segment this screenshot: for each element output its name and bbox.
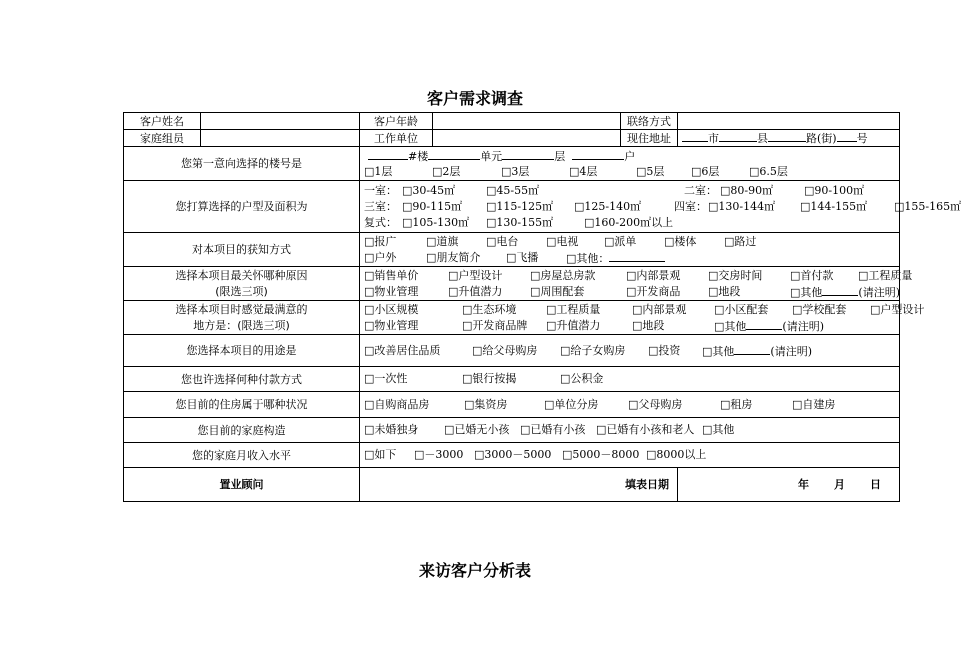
table-row [124,181,900,233]
housing-option[interactable]: □租房 [720,397,753,411]
satisfied-label: 选择本项目时感觉最满意的 地方是：(限选三项) [124,301,360,335]
floor-option[interactable]: □6.5层 [749,164,788,178]
table-row [124,301,900,335]
income-option[interactable]: □如下 [364,448,397,461]
concern-option[interactable]: □升值潜力 [448,284,503,298]
income-options [360,443,900,468]
satisfied-option[interactable]: □内部景观 [632,302,687,316]
area-option[interactable]: □130-144㎡ [708,199,776,213]
satisfied-options [360,301,925,335]
concern-option[interactable]: □交房时间 [708,268,763,282]
table-row [124,443,900,468]
satisfied-option[interactable]: □其他 (请注明) [714,319,824,333]
table-row [124,418,900,443]
concern-option[interactable]: □销售单价 [364,268,419,282]
family-option[interactable]: □已婚有小孩和老人 [596,423,695,436]
family-option[interactable]: □已婚有小孩 [520,423,586,436]
table-row [124,335,900,367]
area-option[interactable]: □80-90㎡ [720,183,774,197]
family-structure-label: 您目前的家庭构造 [124,418,360,443]
table-row [124,130,900,147]
payment-label: 您也许选择何种付款方式 [124,367,360,392]
concern-option[interactable]: □其他 (请注明) [790,285,900,299]
satisfied-option[interactable]: □开发商品牌 [462,318,528,332]
family-option[interactable]: □已婚无小孩 [444,423,510,436]
family-structure-options [360,418,900,443]
floor-option[interactable]: □2层 [432,164,461,178]
concern-options [360,267,913,301]
building-label: 您第一意向选择的楼号是 [124,147,360,181]
concern-option[interactable]: □物业管理 [364,284,419,298]
housing-option[interactable]: □集资房 [464,397,508,411]
family-members-field[interactable] [201,130,360,147]
table-row [124,367,900,392]
area-option[interactable]: □115-125㎡ [486,199,554,213]
source-option[interactable]: □楼体 [664,234,697,248]
contact-field[interactable] [678,113,900,130]
housing-option[interactable]: □单位分房 [544,397,599,411]
family-members-label: 家庭组员 [124,130,201,147]
source-option[interactable]: □道旗 [426,234,459,248]
satisfied-option[interactable]: □生态环境 [462,302,517,316]
area-option[interactable]: □155-165㎡ [894,199,961,213]
customer-age-field[interactable] [433,113,621,130]
customer-age-label: 客户年龄 [360,113,433,130]
satisfied-option[interactable]: □户型设计 [870,302,925,316]
contact-label: 联络方式 [621,113,678,130]
area-option[interactable]: □144-155㎡ [800,199,868,213]
payment-option[interactable]: □银行按揭 [462,372,517,385]
concern-option[interactable]: □首付款 [790,268,834,282]
source-option[interactable]: □朋友简介 [426,250,481,264]
purpose-options [360,335,900,367]
housing-options [360,392,900,418]
housing-option[interactable]: □自购商品房 [364,397,430,411]
income-option[interactable]: □－3000 [414,448,464,461]
area-option[interactable]: □160-200㎡以上 [584,215,674,229]
consultant-field[interactable] [360,468,678,502]
family-option[interactable]: □未婚独身 [364,423,419,436]
area-option[interactable]: □45-55㎡ [486,183,540,197]
table-row [124,392,900,418]
payment-option[interactable]: □公积金 [560,372,604,385]
unit-type-options: 一室： □30-45㎡ □45-55㎡ 二室： □80-90㎡ □90-100㎡ 三室： □90-115㎡ □115-125㎡ □125-140㎡ 四室： □130-144㎡ □144-155㎡ □155-165㎡ 复式： □105-130㎡ □130-155㎡ □160-200㎡以上 [360,181,900,233]
consultant-label: 置业顾问 [124,468,360,502]
purpose-option[interactable]: □给父母购房 [472,343,538,357]
fill-date-field[interactable]: 年 月 日 [678,468,900,502]
purpose-option[interactable]: □投资 [648,343,681,357]
income-option[interactable]: □3000－5000 [474,448,552,461]
table-row [124,267,900,301]
address-field[interactable]: 市 县 路(街) 号 [678,130,900,147]
area-option[interactable]: □90-100㎡ [804,183,865,197]
income-label: 您的家庭月收入水平 [124,443,360,468]
source-option[interactable]: □其他： [566,250,665,267]
income-option[interactable]: □8000以上 [646,448,707,461]
customer-name-label: 客户姓名 [124,113,201,130]
concern-option[interactable]: □工程质量 [858,268,913,282]
purpose-option[interactable]: □给子女购房 [560,343,626,357]
satisfied-option[interactable]: □小区配套 [714,302,769,316]
housing-option[interactable]: □父母购房 [628,397,683,411]
concern-option[interactable]: □户型设计 [448,268,503,282]
purpose-option[interactable]: □改善居住品质 [364,343,441,357]
satisfied-option[interactable]: □工程质量 [546,302,601,316]
source-label: 对本项目的获知方式 [124,233,360,267]
page-title: 客户需求调查 [426,89,523,108]
table-row [124,233,900,267]
area-option[interactable]: □90-115㎡ [402,199,463,213]
payment-options [360,367,900,392]
area-option[interactable]: □105-130㎡ [402,215,470,229]
satisfied-option[interactable]: □升值潜力 [546,318,601,332]
floor-option[interactable]: □4层 [569,164,598,178]
source-option[interactable]: □派单 [604,234,637,248]
survey-table [123,112,961,502]
source-option[interactable]: □飞播 [506,250,539,264]
table-row [124,147,900,181]
customer-name-field[interactable] [201,113,360,130]
address-label: 现住地址 [621,130,678,147]
source-option[interactable]: □户外 [364,250,397,264]
work-unit-field[interactable] [433,130,621,147]
satisfied-option[interactable]: □地段 [632,318,665,332]
purpose-option[interactable]: □其他 (请注明) [702,344,812,358]
secondary-title: 来访客户分析表 [418,561,531,580]
concern-option[interactable]: □周围配套 [530,284,585,298]
housing-option[interactable]: □自建房 [792,397,836,411]
concern-option[interactable]: □开发商品 [626,284,681,298]
area-option[interactable]: □125-140㎡ [574,199,642,213]
satisfied-option[interactable]: □学校配套 [792,302,847,316]
concern-option[interactable]: □地段 [708,284,741,298]
satisfied-option[interactable]: □小区规模 [364,302,419,316]
floor-option[interactable]: □3层 [501,164,530,178]
purpose-label: 您选择本项目的用途是 [124,335,360,367]
unit-type-label: 您打算选择的户型及面积为 [124,181,360,233]
satisfied-option[interactable]: □物业管理 [364,318,419,332]
table-row [124,468,900,502]
floor-option[interactable]: □1层 [364,164,393,178]
area-option[interactable]: □30-45㎡ [402,183,456,197]
source-option[interactable]: □路过 [724,234,757,248]
fill-date-label: 填表日期 [625,478,669,491]
source-options [360,233,900,267]
income-option[interactable]: □5000－8000 [562,448,640,461]
source-option[interactable]: □报广 [364,234,397,248]
family-option[interactable]: □其他 [702,423,735,436]
source-option[interactable]: □电视 [546,234,579,248]
payment-option[interactable]: □一次性 [364,372,408,385]
source-option[interactable]: □电台 [486,234,519,248]
housing-label: 您目前的住房属于哪种状况 [124,392,360,418]
area-option[interactable]: □130-155㎡ [486,215,554,229]
concern-label: 选择本项目最关怀哪种原因 (限选三项) [124,267,360,301]
floor-option[interactable]: □5层 [636,164,665,178]
concern-option[interactable]: □房屋总房款 [530,268,596,282]
table-row [124,113,900,130]
floor-option[interactable]: □6层 [691,164,720,178]
building-options[interactable]: #楼 单元 层 户 □1层 □2层 □3层 □4层 □5层 □6层 □6.5层 [360,147,900,181]
work-unit-label: 工作单位 [360,130,433,147]
concern-option[interactable]: □内部景观 [626,268,681,282]
